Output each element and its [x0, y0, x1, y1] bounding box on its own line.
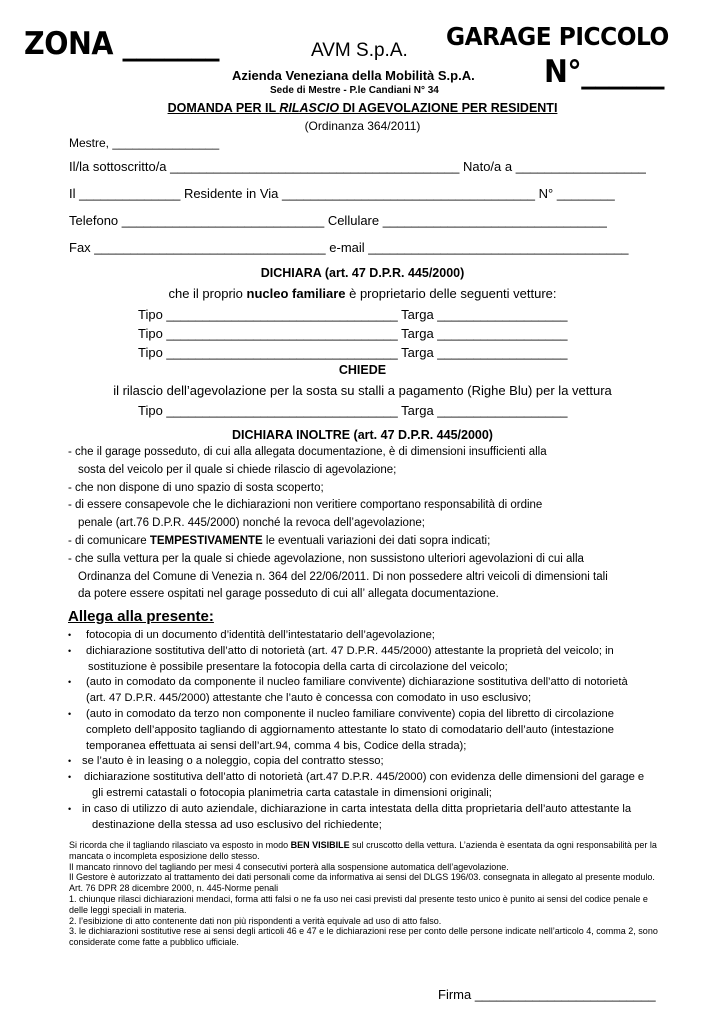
- company-full-name: Azienda Veneziana della Mobilità S.p.A.: [232, 68, 475, 83]
- chiede-vehicle-line[interactable]: Tipo ________________________________ Targa __________________: [138, 403, 568, 418]
- bullet: •: [68, 772, 72, 783]
- chiede-heading: CHIEDE: [338, 363, 387, 377]
- dichiara-intro: [0, 286, 725, 301]
- sede-address: Sede di Mestre - P.le Candiani N° 34: [270, 85, 439, 96]
- allega-item-line: se l’auto è in leasing o a noleggio, copia del contratto stesso;: [82, 755, 384, 768]
- note-line: [69, 840, 658, 851]
- footer-notes: [69, 840, 658, 948]
- allega-item-line: in caso di utilizzo di auto aziendale, dichiarazione in carta intestata della ditta proprietaria dell’auto attestante la: [82, 802, 632, 815]
- allega-item-line: gli estremi catastali o fotocopia planimetria carta catastale in dimensioni originali;: [92, 786, 492, 799]
- title-part-1: DOMANDA PER IL: [167, 101, 280, 115]
- allega-item-line: dichiarazione sostitutiva dell’atto di notorietà (art. 47 D.P.R. 445/2000) attestante la proprietà del veicolo; in: [86, 644, 614, 657]
- sottoscritto-field[interactable]: Il/la sottoscritto/a ________________________________________ Nato/a a __________________: [69, 159, 646, 174]
- note-line: Art. 76 DPR 28 dicembre 2000, n. 445-Norme penali: [69, 883, 279, 894]
- allega-item-line: completo dell’apposito tagliando di aggiornamento attestante lo stato di comodatario dell’auto (intestazione: [86, 723, 615, 736]
- note-1b: sul cruscotto della vettura. L’azienda è esentata da ogni responsabilità per la: [349, 840, 657, 850]
- document-title: [0, 101, 725, 115]
- inoltre-l6-1: - di comunicare: [68, 534, 150, 547]
- inoltre-l6-bold: TEMPESTIVAMENTE: [149, 534, 263, 547]
- inoltre-line: - che non dispone di uno spazio di sosta scoperto;: [68, 481, 324, 494]
- zona-label: ZONA _______: [24, 26, 220, 62]
- inoltre-line: - che sulla vettura per la quale si chiede agevolazione, non sussistono ulteriori agevolazioni di cui alla: [68, 552, 584, 565]
- note-line: mancata o incompleta esposizione dello stesso.: [69, 850, 260, 861]
- allega-item-line: temporanea effettuata ai sensi dell’art.94, comma 4 bis, Codice della strada);: [86, 739, 467, 752]
- inoltre-line: penale (art.76 D.P.R. 445/2000) nonché la revoca dell’agevolazione;: [78, 517, 425, 530]
- ordinanza-ref: (Ordinanza 364/2011): [304, 119, 421, 133]
- garage-number: N°______: [544, 54, 665, 90]
- dichiara-intro-bold: nucleo familiare: [246, 286, 346, 301]
- bullet: •: [68, 709, 72, 719]
- garage-title: GARAGE PICCOLO: [446, 22, 669, 51]
- mestre-date-field[interactable]: Mestre, ________________: [69, 136, 220, 150]
- allega-item-line: (art. 47 D.P.R. 445/2000) attestante che l’auto è concessa con comodato in uso esclusivo;: [86, 692, 532, 705]
- inoltre-line: - che il garage posseduto, di cui alla allegata documentazione, è di dimensioni insufficienti alla: [68, 446, 547, 458]
- note-line: considerate come fatte a pubblico ufficiale.: [69, 937, 239, 948]
- note-line: delle leggi speciali in materia.: [69, 904, 187, 915]
- fax-email-field[interactable]: Fax ________________________________ e-mail ____________________________________: [69, 240, 629, 255]
- inoltre-line: Ordinanza del Comune di Venezia n. 364 del 22/06/2011. Di non possedere altri veicoli di dimensioni tali: [78, 570, 608, 583]
- allega-heading: Allega alla presente:: [68, 608, 214, 625]
- note-line: 2. l’esibizione di atto contenente dati non più rispondenti a verità equivale ad uso di atto falso.: [69, 915, 442, 926]
- bullet: •: [68, 803, 72, 814]
- note-line: 3. le dichiarazioni sostitutive rese ai sensi degli articoli 46 e 47 e le dichiarazioni rese per conto delle persone indicate nell’articolo 4, comma 2, sono: [69, 926, 658, 937]
- vehicle-line-3[interactable]: Tipo ________________________________ Targa __________________: [138, 345, 568, 360]
- note-line: Il Gestore è autorizzato al trattamento dei dati personali come da informativa ai sensi del DLGS 196/03. consegnata in allegato al presente modulo.: [69, 872, 655, 883]
- note-line: Il mancato rinnovo del tagliando per mesi 4 consecutivi porterà alla sospensione automatica dell’agevolazione.: [69, 861, 509, 872]
- vehicle-line-2[interactable]: Tipo ________________________________ Targa __________________: [138, 326, 568, 341]
- title-part-2: DI AGEVOLAZIONE PER RESIDENTI: [339, 101, 558, 115]
- inoltre-line: [68, 533, 608, 551]
- allega-item-line: sostituzione è possibile presentare la fotocopia della carta di circolazione del veicolo;: [88, 660, 508, 673]
- firma-field[interactable]: Firma _________________________: [438, 987, 656, 1002]
- allega-item-line: fotocopia di un documento d’identità dell’intestatario dell’agevolazione;: [86, 629, 435, 641]
- allega-item-line: destinazione della stessa ad uso esclusivo del richiedente;: [92, 818, 382, 831]
- note-1a: Si ricorda che il tagliando rilasciato va esposto in modo: [69, 840, 291, 850]
- note-line: 1. chiunque rilasci dichiarazioni mendaci, forma atti falsi o ne fa uso nei casi previsti dal presente testo unico è punito ai sensi del codice penale e: [69, 893, 648, 904]
- dichiara-intro-2: è proprietario delle seguenti vetture:: [345, 286, 557, 301]
- inoltre-list: [68, 444, 608, 604]
- allega-item-line: (auto in comodato da componente il nucleo familiare convivente) dichiarazione sostitutiva dell’atto di notorietà: [86, 676, 628, 689]
- title-part-italic: RILASCIO: [279, 101, 340, 115]
- vehicle-line-1[interactable]: Tipo ________________________________ Targa __________________: [138, 307, 568, 322]
- note-1-bold: BEN VISIBILE: [290, 840, 350, 850]
- inoltre-line: da potere essere ospitati nel garage posseduto di cui all’ allegata documentazione.: [78, 588, 499, 601]
- inoltre-line: sosta del veicolo per il quale si chiede rilascio di agevolazione;: [78, 463, 397, 476]
- inoltre-heading: DICHIARA INOLTRE (art. 47 D.P.R. 445/2000): [232, 428, 493, 442]
- bullet: •: [68, 645, 72, 656]
- dichiara-heading: DICHIARA (art. 47 D.P.R. 445/2000): [260, 266, 465, 280]
- bullet: •: [68, 677, 72, 688]
- inoltre-l6-2: le eventuali variazioni dei dati sopra indicati;: [262, 534, 491, 547]
- dichiara-intro-1: che il proprio: [168, 286, 247, 301]
- inoltre-line: - di essere consapevole che le dichiarazioni non veritiere comportano responsabilità di ordine: [68, 499, 543, 512]
- allega-item-line: dichiarazione sostitutiva dell’atto di notorietà (art.47 D.P.R. 445/2000) con evidenza delle dimensioni del garage e: [84, 771, 645, 784]
- company-name: AVM S.p.A.: [311, 40, 408, 61]
- telefono-field[interactable]: Telefono ____________________________ Cellulare _______________________________: [69, 213, 607, 228]
- chiede-text: il rilascio dell’agevolazione per la sosta su stalli a pagamento (Righe Blu) per la vettura: [113, 383, 612, 398]
- residente-field[interactable]: Il ______________ Residente in Via ___________________________________ N° ________: [69, 186, 615, 201]
- bullet: •: [68, 630, 72, 640]
- allega-item-line: (auto in comodato da terzo non componente il nucleo familiare convivente) copia del libretto di circolazione: [86, 707, 614, 720]
- bullet: •: [68, 756, 72, 767]
